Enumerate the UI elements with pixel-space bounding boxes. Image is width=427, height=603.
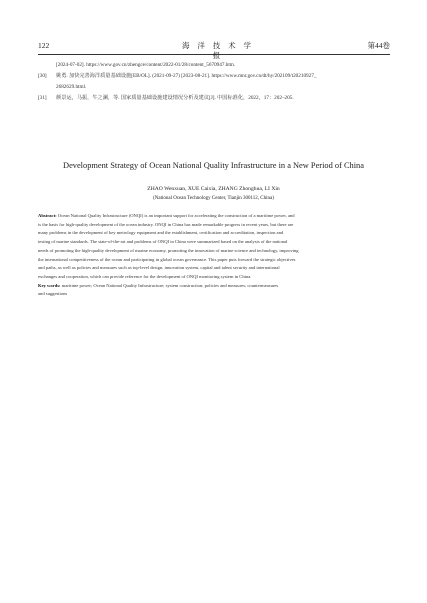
abstract-text: Ocean National Quality Infrastructure (ONQI) is an important support for accelerating the construction of a maritime power, and xyxy=(57,213,295,218)
header-rule xyxy=(38,54,390,55)
affiliation: (National Ocean Technology Center, Tianjin 300112, China) xyxy=(153,196,274,201)
abstract-line: is the basis for high-quality development of the ocean industry. ONQI in China has made remarkable progress in recent years, but there are xyxy=(38,221,294,227)
reference-text: [2024-07-02]. https://www.gov.cn/zhengce/content/2022-01/28/content_5670947.htm. xyxy=(56,62,236,68)
keywords-line xyxy=(38,282,390,291)
reference-list xyxy=(38,60,390,104)
reference-item xyxy=(38,93,390,104)
journal-name: 海 洋 技 术 学 报 xyxy=(182,41,254,60)
author-list: ZHAO Wenxuan, XUE Caixia, ZHANG Zhonghua, LI Xin xyxy=(147,186,280,192)
keywords-line: and suggestions xyxy=(38,291,68,297)
abstract-line: exchanges and cooperation, which can provide reference for the development of ONQI monitoring system in China. xyxy=(38,273,252,279)
abstract-line: the international competitiveness of the ocean and participating in global ocean governance. This paper puts forward the strategic objectives xyxy=(38,256,296,262)
reference-text: 2682629.html. xyxy=(56,84,87,90)
reference-text: 颜景运，马振，牛之澜，等. 国家质量基础设施建设情况分析及建议[J]. 中国标准化，2022，17：202–205. xyxy=(56,95,294,101)
reference-item xyxy=(38,71,390,82)
abstract-block xyxy=(38,212,390,299)
keywords-label: Key words: xyxy=(38,282,61,288)
keywords-text: maritime power; Ocean National Quality Infrastructure; system construction; policies and measures; countermeasures xyxy=(61,282,279,288)
abstract-line: and paths, as well as policies and measures such as top-level design, innovation system, capital and talent security and international xyxy=(38,265,280,271)
abstract-line: many problems in the development of key metrology equipment and the establishment, certification and accreditation, inspection and xyxy=(38,230,284,236)
volume-number: 第44卷 xyxy=(367,41,390,50)
abstract-label: Abstract: xyxy=(38,213,57,218)
reference-number: [31] xyxy=(38,95,47,101)
reference-item xyxy=(38,60,390,71)
article-title: Development Strategy of Ocean National Quality Infrastructure in a New Period of China xyxy=(63,161,364,170)
page-number: 122 xyxy=(38,41,50,50)
abstract-line: testing of marine standards. The state-of-the-art and problems of ONQI in China were summarized based on the analysis of the national xyxy=(38,239,288,245)
reference-text: 姚勇. 加快完善海洋质量基础设施[EB/OL]. (2021-09-27) [2023-08-21]. https://www.mnr.gov.cn/dt/hy/202109/t20210927_ xyxy=(56,73,317,79)
abstract-line xyxy=(38,212,390,221)
reference-number: [30] xyxy=(38,73,47,79)
abstract-line: needs of promoting the high-quality development of marine economy, promoting the innovation of marine science and technology, improving xyxy=(38,247,299,253)
running-header xyxy=(38,41,390,60)
reference-continuation xyxy=(38,82,390,93)
